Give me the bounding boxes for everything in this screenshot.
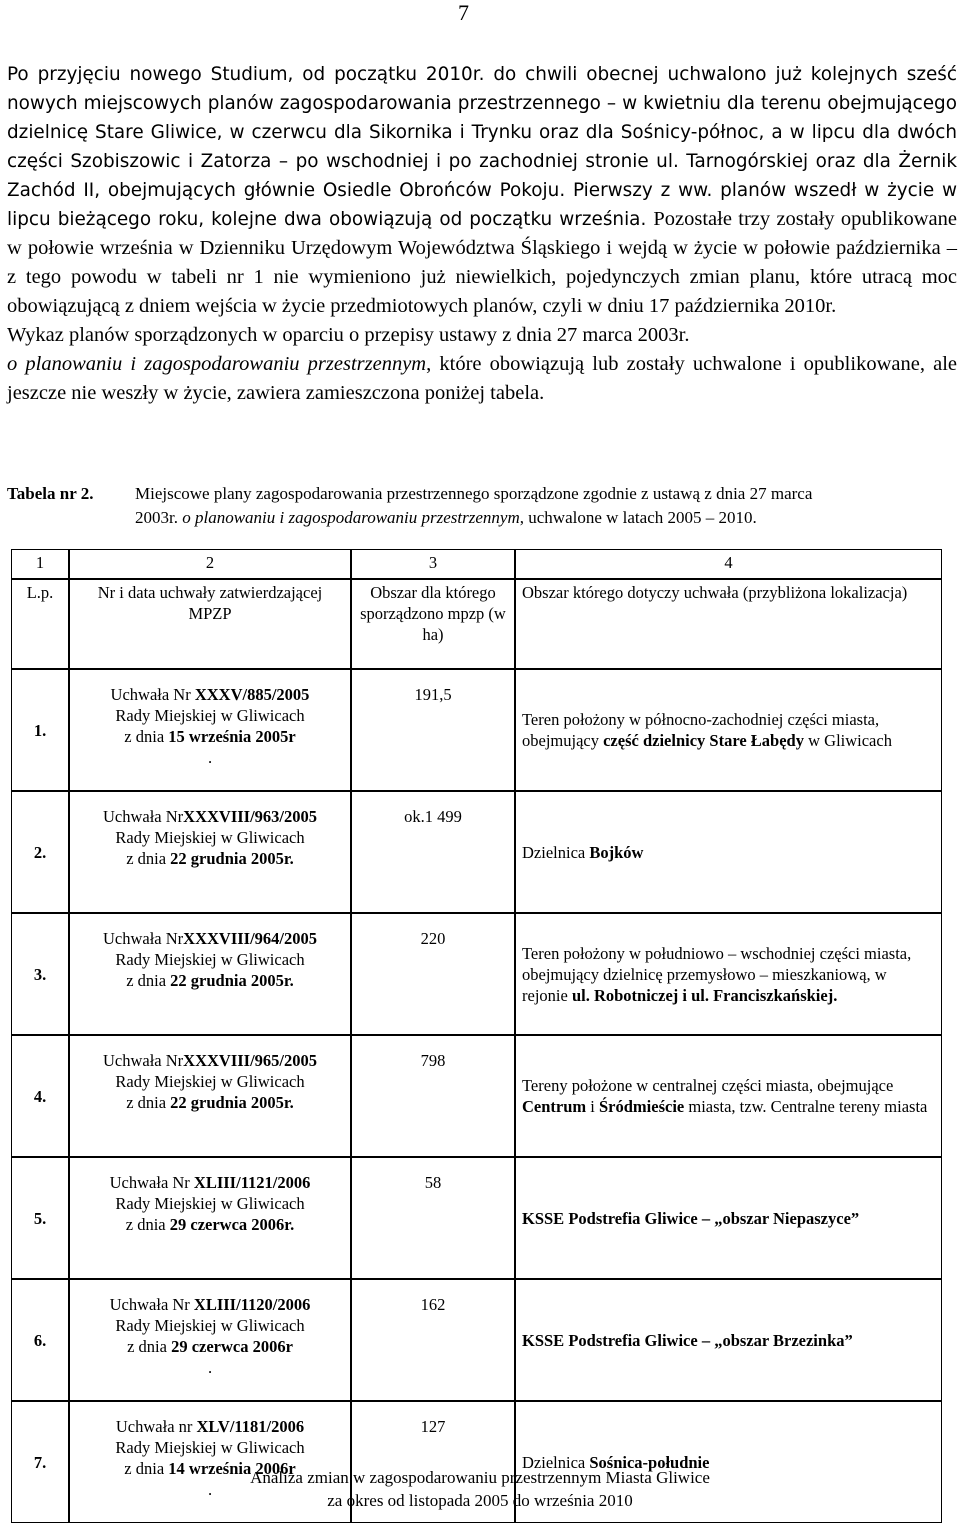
table-row — [11, 791, 942, 913]
row-location — [515, 1279, 942, 1401]
row-lp-value: 3. — [33, 964, 47, 984]
row-location — [515, 791, 942, 913]
caption-act-title: o planowaniu i zagospodarowaniu przestrzennym — [182, 508, 520, 527]
resolution-number — [76, 1050, 344, 1071]
resolution-prefix: Uchwała nr — [115, 1417, 197, 1436]
date-prefix: z dnia — [126, 971, 171, 990]
row-location — [515, 1157, 942, 1279]
row-lp — [11, 913, 69, 1035]
row-area: ok.1 499 — [351, 791, 515, 913]
resolution-prefix: Uchwała Nr — [102, 1051, 184, 1070]
resolution-id: XXXVIII/964/2005 — [183, 929, 318, 948]
resolution-prefix: Uchwała Nr — [109, 1295, 194, 1314]
row-location — [515, 669, 942, 791]
row-resolution — [69, 791, 351, 913]
footer-line-1: Analiza zmian w zagospodarowaniu przestrzennym Miasta Gliwice — [250, 1468, 710, 1487]
resolution-prefix: Uchwała Nr — [110, 685, 195, 704]
row-area: 798 — [351, 1035, 515, 1157]
resolution-date — [76, 970, 344, 991]
row-lp — [11, 1279, 69, 1401]
resolution-number — [76, 684, 344, 705]
resolution-dot: . — [207, 1480, 213, 1499]
location-bold: Śródmieście — [599, 1097, 685, 1116]
table-header-row — [11, 579, 942, 669]
location-text: Tereny położone w centralnej części miasta, obejmujące — [522, 1076, 894, 1095]
resolution-number — [76, 1172, 344, 1193]
row-area: 220 — [351, 913, 515, 1035]
date-value: 22 grudnia 2005r. — [170, 971, 294, 990]
date-value: 22 grudnia 2005r. — [170, 849, 294, 868]
resolution-prefix: Uchwała Nr — [102, 807, 184, 826]
date-prefix: z dnia — [126, 1093, 171, 1112]
resolution-date — [76, 1214, 344, 1235]
resolution-id: XLIII/1121/2006 — [193, 1173, 311, 1192]
header-lp: L.p. — [11, 579, 69, 669]
resolution-id: XXXVIII/963/2005 — [183, 807, 318, 826]
resolution-council: Rady Miejskiej w Gliwicach — [115, 828, 305, 847]
column-number-row — [11, 549, 942, 579]
location-bold: część dzielnicy Stare Łabędy — [603, 731, 804, 750]
table-row — [11, 913, 942, 1035]
column-number: 2 — [69, 549, 351, 579]
paragraph-3 — [7, 350, 957, 408]
date-value: 29 czerwca 2006r — [171, 1337, 293, 1356]
table-row — [11, 669, 942, 791]
location-text: Dzielnica — [522, 842, 590, 862]
caption-text: Miejscowe plany zagospodarowania przestrzennego sporządzone zgodnie z ustawą z dnia 27 marca — [135, 484, 813, 503]
location-bold: Bojków — [589, 842, 644, 862]
row-lp — [11, 669, 69, 791]
resolution-council: Rady Miejskiej w Gliwicach — [115, 706, 305, 725]
resolution-dot: . — [207, 748, 213, 767]
paragraph-1-serif: Pozostałe trzy zostały opublikowane w połowie września w Dzienniku Urzędowym Województwa Śląskiego i wejdą w życie w połowie października – z tego powodu w tabeli nr 1 nie wymieniono już niewielkich, pojedynczych zmian planu, które utracą moc obowiązującą z dniem wejścia w życie przedmiotowych planów, czyli w dniu 17 października 2010r. — [7, 208, 957, 317]
row-lp — [11, 1035, 69, 1157]
resolution-date — [76, 1336, 344, 1357]
row-area: 162 — [351, 1279, 515, 1401]
resolution-council: Rady Miejskiej w Gliwicach — [115, 950, 305, 969]
paragraph-1 — [7, 60, 957, 321]
row-resolution — [69, 1279, 351, 1401]
date-value: 29 czerwca 2006r. — [169, 1215, 295, 1234]
row-lp-value: 4. — [33, 1086, 47, 1106]
row-area: 191,5 — [351, 669, 515, 791]
location-bold: KSSE Podstrefia Gliwice – „obszar Niepaszyce” — [522, 1208, 860, 1228]
row-resolution — [69, 1035, 351, 1157]
page-number: 7 — [458, 0, 469, 25]
paragraph-1-sans: Po przyjęciu nowego Studium, od początku 2010r. do chwili obecnej uchwalono już kolejnych sześć nowych miejscowych planów zagospodarowania przestrzennego – w kwietniu dla terenu obejmującego dzielnicę Stare Gliwice, w czerwcu dla Sikornika i Trynku oraz dla Sośnicy-północ, a w lipcu dla dwóch części Szobiszowic i Zatorza – po wschodniej i po zachodniej stronie ul. Tarnogórskiej oraz dla Żernik Zachód II, obejmujących głównie Osiedle Obrońców Pokoju. Pierwszy z ww. planów wszedł w życie w lipcu bieżącego roku, kolejne dwa obowiązują od początku września. — [7, 64, 957, 230]
page-footer — [0, 1466, 960, 1512]
date-value: 14 września 2006r — [168, 1459, 296, 1478]
resolution-id: XLIII/1120/2006 — [193, 1295, 311, 1314]
resolution-prefix: Uchwała Nr — [109, 1173, 194, 1192]
resolution-number — [76, 928, 344, 949]
row-lp-value: 7. — [33, 1452, 47, 1472]
table-label: Tabela nr 2. — [7, 484, 94, 503]
row-lp — [11, 1157, 69, 1279]
table-row — [11, 1035, 942, 1157]
resolution-number — [76, 1294, 344, 1315]
row-lp-value: 2. — [33, 842, 47, 862]
row-lp-value: 6. — [33, 1330, 47, 1350]
row-location — [515, 1035, 942, 1157]
resolution-id: XLV/1181/2006 — [196, 1417, 305, 1436]
date-value: 15 września 2005r — [168, 727, 296, 746]
act-title: o planowaniu i zagospodarowaniu przestrzennym — [7, 353, 427, 375]
resolution-id: XXXV/885/2005 — [194, 685, 310, 704]
caption-text-2: 2003r. — [135, 508, 178, 527]
location-bold: Sośnica-południe — [589, 1452, 710, 1472]
date-value: 22 grudnia 2005r. — [170, 1093, 294, 1112]
resolution-id: XXXVIII/965/2005 — [183, 1051, 318, 1070]
row-location — [515, 913, 942, 1035]
location-bold: KSSE Podstrefia Gliwice – „obszar Brzezinka” — [522, 1330, 853, 1350]
date-prefix: z dnia — [126, 849, 171, 868]
footer-line-2: za okres od listopada 2005 do września 2010 — [327, 1491, 633, 1510]
resolution-council: Rady Miejskiej w Gliwicach — [115, 1316, 305, 1335]
caption-text-3: , uchwalone w latach 2005 – 2010. — [519, 508, 757, 527]
location-text: Dzielnica — [522, 1452, 590, 1472]
location-text: Teren położony w południowo – wschodniej części miasta, obejmujący dzielnicę przemysłowo – mieszkaniową, w rejonie — [522, 943, 912, 1005]
column-number: 4 — [515, 549, 942, 579]
date-prefix: z dnia — [124, 727, 169, 746]
location-text: miasta, tzw. Centralne tereny miasta — [684, 1097, 928, 1116]
resolution-council: Rady Miejskiej w Gliwicach — [115, 1194, 305, 1213]
resolution-date — [76, 848, 344, 869]
resolution-date — [76, 1092, 344, 1113]
row-resolution — [69, 1157, 351, 1279]
date-prefix: z dnia — [124, 1459, 169, 1478]
row-lp-value: 5. — [33, 1208, 47, 1228]
location-text: i — [586, 1097, 599, 1116]
date-prefix: z dnia — [127, 1337, 172, 1356]
resolution-dot: . — [207, 1358, 213, 1377]
resolution-council: Rady Miejskiej w Gliwicach — [115, 1072, 305, 1091]
row-area: 58 — [351, 1157, 515, 1279]
table-body — [11, 669, 942, 1523]
resolution-number — [76, 1416, 344, 1437]
table-row — [11, 1279, 942, 1401]
plans-table — [11, 549, 942, 1523]
table-caption — [7, 482, 957, 530]
header-area: Obszar dla którego sporządzono mpzp (w ha) — [351, 579, 515, 669]
paragraph-2: Wykaz planów sporządzonych w oparciu o przepisy ustawy z dnia 27 marca 2003r. — [7, 324, 690, 346]
row-lp — [11, 791, 69, 913]
location-bold: Centrum — [522, 1097, 587, 1116]
header-location: Obszar którego dotyczy uchwała (przybliżona lokalizacja) — [515, 579, 942, 669]
resolution-number — [76, 806, 344, 827]
paragraph-3-rest: , które obowiązują lub zostały uchwalone i opublikowane, ale jeszcze nie weszły w życie, zawiera zamieszczona poniżej tabela. — [7, 353, 957, 404]
row-resolution — [69, 669, 351, 791]
header-resolution: Nr i data uchwały zatwierdzającej MPZP — [69, 579, 351, 669]
resolution-prefix: Uchwała Nr — [102, 929, 184, 948]
column-number: 1 — [11, 549, 69, 579]
resolution-date — [76, 726, 344, 747]
column-number: 3 — [351, 549, 515, 579]
location-text: Teren położony w północno-zachodniej części miasta, obejmujący — [522, 710, 880, 750]
row-area: 127 — [351, 1401, 515, 1523]
table-row — [11, 1157, 942, 1279]
body-text — [7, 60, 957, 408]
location-bold: ul. Robotniczej i ul. Franciszkańskiej. — [571, 985, 838, 1005]
resolution-council: Rady Miejskiej w Gliwicach — [115, 1438, 305, 1457]
location-text: w Gliwicach — [803, 731, 892, 750]
date-prefix: z dnia — [125, 1215, 170, 1234]
row-resolution — [69, 913, 351, 1035]
row-lp-value: 1. — [33, 720, 47, 740]
